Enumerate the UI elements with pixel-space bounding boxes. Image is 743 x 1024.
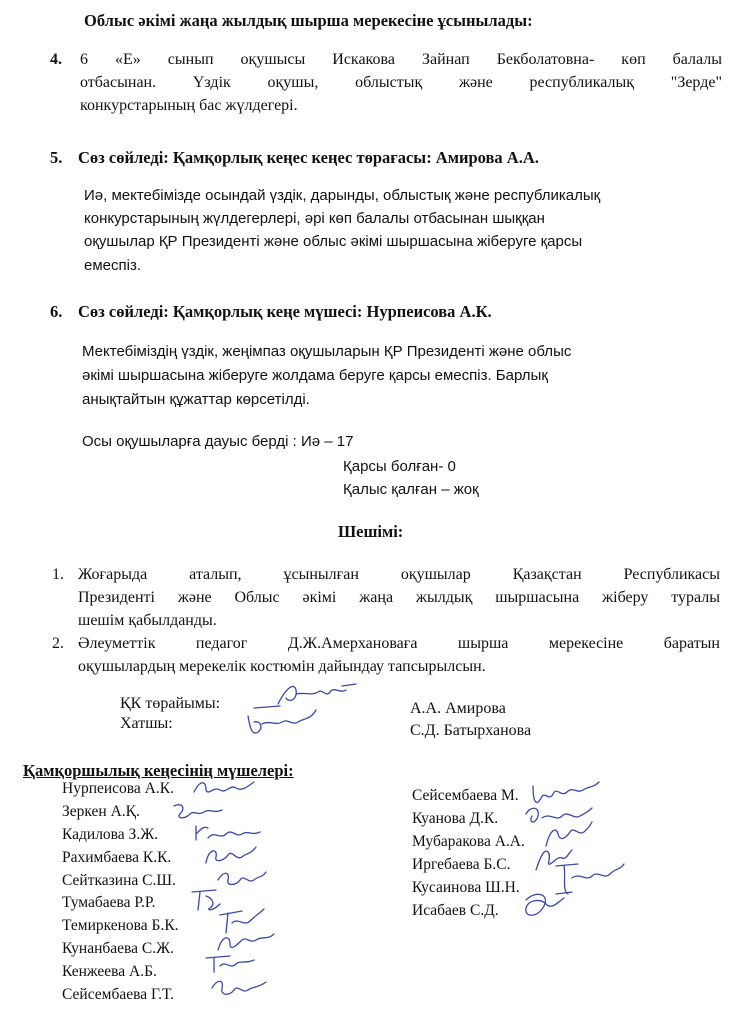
member-left-9: Кенжеева А.Б. <box>62 963 157 980</box>
member-right-6: Исабаев С.Д. <box>412 902 499 919</box>
decision-title: Шешімі: <box>338 522 404 541</box>
item-4-number: 4. <box>50 51 62 68</box>
decision-1-line-1: Жоғарыда аталып, ұсынылған оқушылар Қазақстан Республикасы <box>78 566 720 583</box>
decision-1-line-2: Президенті және Облыс әкімі жаңа жылдық шыршасына жіберу туралы <box>78 589 720 606</box>
item-5-line-2: конкурстарының жүлдегерлері, әрі көп балалы отбасынан шыққан <box>84 210 545 227</box>
decision-2-line-2: оқушылардың мерекелік костюмін дайындау тапсырылсын. <box>78 658 486 675</box>
member-left-3: Кадилова З.Ж. <box>62 826 158 843</box>
member-left-5: Сейтказина С.Ш. <box>62 872 176 889</box>
item-5-line-1: Иә, мектебімізде осындай үздік, дарынды, облыстық және республикалық <box>84 187 601 204</box>
member-left-10: Сейсембаева Г.Т. <box>62 986 174 1003</box>
item-5-line-3: оқушылар ҚР Президенті және облыс әкімі шыршасына жіберуге қарсы <box>84 233 583 250</box>
item-6-line-1: Мектебіміздің үздік, жеңімпаз оқушыларын ҚР Президенті және облыс <box>82 343 572 360</box>
item-5-line-4: емеспіз. <box>84 257 141 274</box>
member-left-10-signature <box>206 974 271 1004</box>
member-right-5: Кусаинова Ш.Н. <box>412 879 520 896</box>
secretary-name: С.Д. Батырханова <box>410 722 532 739</box>
item-6-heading: Сөз сөйледі: Қамқорлық кеңе мүшесі: Нурпеисова А.К. <box>78 302 492 321</box>
item-4-line-3: конкурстарының бас жүлдегері. <box>80 97 298 114</box>
item-6-number: 6. <box>50 302 63 321</box>
secretary-signature <box>240 700 335 740</box>
member-right-6-signature <box>516 888 576 928</box>
item-5-number: 5. <box>50 148 63 167</box>
document-header: Облыс әкімі жаңа жылдық шырша мерекесіне ұсынылады: <box>84 11 533 30</box>
item-4-line-1: 6 «Е» сынып оқушысы Искакова Зайнап Бекболатовна- көп балалы <box>80 51 722 68</box>
vote-yes: Осы оқушыларға дауыс берді : Иә – 17 <box>82 433 354 450</box>
member-left-6: Тумабаева Р.Р. <box>62 894 156 911</box>
member-right-4: Иргебаева Б.С. <box>412 856 511 873</box>
member-left-4: Рахимбаева К.К. <box>62 849 172 866</box>
member-left-2: Зеркен А.Қ. <box>62 803 140 820</box>
member-left-8: Кунанбаева С.Ж. <box>62 940 174 957</box>
decision-1-line-3: шешім қабылданды. <box>78 612 217 629</box>
vote-against: Қарсы болған- 0 <box>343 458 456 475</box>
item-4-line-2: отбасынан. Үздік оқушы, облыстық және республикалық "Зерде" <box>80 74 722 91</box>
member-left-7: Темиркенова Б.К. <box>62 917 179 934</box>
member-right-3: Мубаракова А.А. <box>412 833 525 850</box>
decision-2-number: 2. <box>52 635 64 652</box>
decision-2-line-1: Әлеуметтік педагог Д.Ж.Амерхановаға шырша мерекесіне баратын <box>78 635 720 652</box>
member-left-1-signature <box>190 776 260 800</box>
chair-label: ҚК төрайымы: <box>120 695 221 712</box>
decision-1-number: 1. <box>52 566 64 583</box>
member-left-1: Нурпеисова А.К. <box>62 780 174 797</box>
item-6-line-3: анықтайтын құжаттар көрсетілді. <box>82 391 310 408</box>
vote-abstain: Қалыс қалған – жоқ <box>343 481 479 498</box>
secretary-label: Хатшы: <box>120 715 173 732</box>
item-5-heading: Сөз сөйледі: Қамқорлық кеңес кеңес төрағасы: Амирова А.А. <box>78 148 539 167</box>
chair-name: А.А. Амирова <box>410 700 506 717</box>
member-right-1: Сейсембаева М. <box>412 787 519 804</box>
item-6-line-2: әкімі шыршасына жіберуге жолдама беруге қарсы емеспіз. Барлық <box>82 367 548 384</box>
member-right-2: Куанова Д.К. <box>412 810 499 827</box>
members-title: Қамқоршылық кеңесінің мүшелері: <box>23 761 294 780</box>
